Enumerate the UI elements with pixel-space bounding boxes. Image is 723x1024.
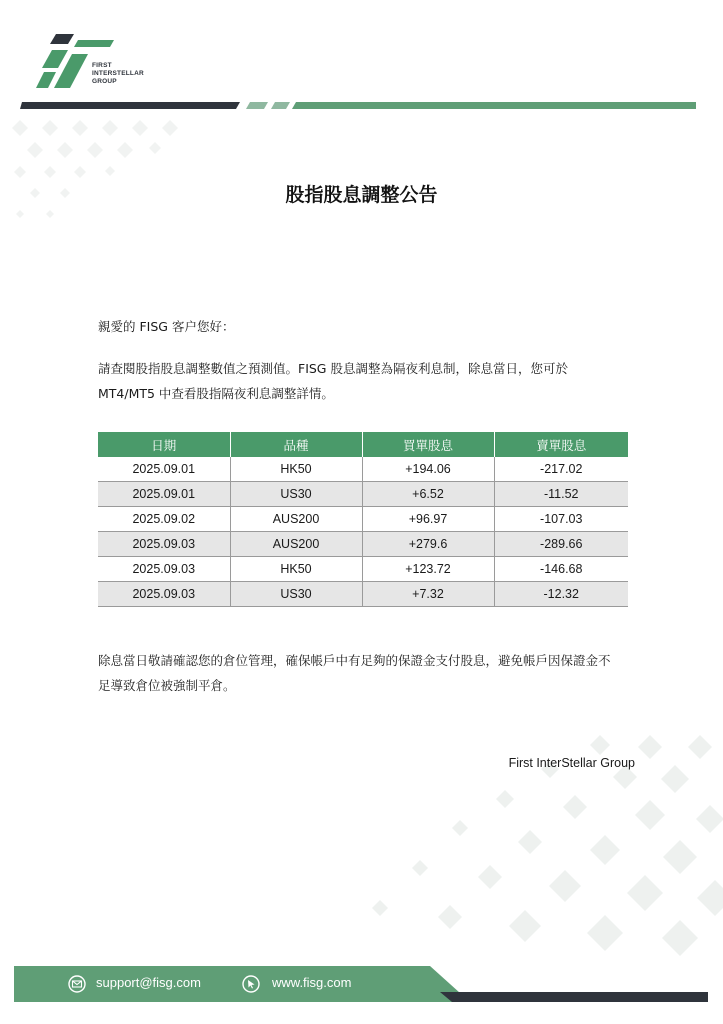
intro-line-1: 請查閱股指股息調整數值之預測值。FISG 股息調整為隔夜利息制，除息當日，您可於 <box>98 361 568 376</box>
header-sell-dividend: 賣單股息 <box>494 432 628 457</box>
cell-symbol: HK50 <box>230 457 362 482</box>
cell-date: 2025.09.01 <box>98 482 230 507</box>
cell-buy: +6.52 <box>362 482 494 507</box>
greeting: 親愛的 FISG 客户您好： <box>98 319 235 334</box>
table-row <box>98 582 628 607</box>
cell-buy: +7.32 <box>362 582 494 607</box>
page-title: 股指股息調整公告 <box>285 184 438 206</box>
cell-sell: -146.68 <box>494 557 628 582</box>
header-symbol: 品種 <box>230 432 362 457</box>
cell-symbol: AUS200 <box>230 532 362 557</box>
cell-buy: +279.6 <box>362 532 494 557</box>
cell-buy: +123.72 <box>362 557 494 582</box>
footer-website-link[interactable]: www.fisg.com <box>272 975 352 990</box>
cell-date: 2025.09.03 <box>98 582 230 607</box>
logo-wordmark: FIRST INTERSTELLAR GROUP <box>92 62 144 85</box>
header-bar <box>20 102 700 110</box>
diamond-pattern-top-left <box>0 110 300 310</box>
footer-bar <box>0 960 723 1024</box>
cell-date: 2025.09.02 <box>98 507 230 532</box>
dividend-table <box>98 432 628 607</box>
cell-symbol: US30 <box>230 482 362 507</box>
table-row <box>98 482 628 507</box>
notice-line-2: 足導致倉位被強制平倉。 <box>98 678 236 693</box>
table-row <box>98 457 628 482</box>
cell-date: 2025.09.03 <box>98 532 230 557</box>
cell-date: 2025.09.03 <box>98 557 230 582</box>
cell-sell: -11.52 <box>494 482 628 507</box>
signature: First InterStellar Group <box>508 756 635 770</box>
mail-icon <box>68 975 86 993</box>
intro-line-2: MT4/MT5 中查看股指隔夜利息調整詳情。 <box>98 386 334 401</box>
cell-symbol: US30 <box>230 582 362 607</box>
table-row <box>98 532 628 557</box>
table-row <box>98 557 628 582</box>
cell-sell: -107.03 <box>494 507 628 532</box>
notice-line-1: 除息當日敬請確認您的倉位管理，確保帳戶中有足夠的保證金支付股息，避免帳戶因保證金不 <box>98 653 611 668</box>
header-buy-dividend: 買單股息 <box>362 432 494 457</box>
cell-date: 2025.09.01 <box>98 457 230 482</box>
cell-buy: +96.97 <box>362 507 494 532</box>
table-row <box>98 507 628 532</box>
cell-buy: +194.06 <box>362 457 494 482</box>
cell-sell: -217.02 <box>494 457 628 482</box>
cell-sell: -12.32 <box>494 582 628 607</box>
cell-symbol: HK50 <box>230 557 362 582</box>
header-date: 日期 <box>98 432 230 457</box>
footer-email-link[interactable]: support@fisg.com <box>96 975 201 990</box>
table-header-row <box>98 432 628 457</box>
cell-sell: -289.66 <box>494 532 628 557</box>
cell-symbol: AUS200 <box>230 507 362 532</box>
cursor-icon <box>242 975 260 993</box>
